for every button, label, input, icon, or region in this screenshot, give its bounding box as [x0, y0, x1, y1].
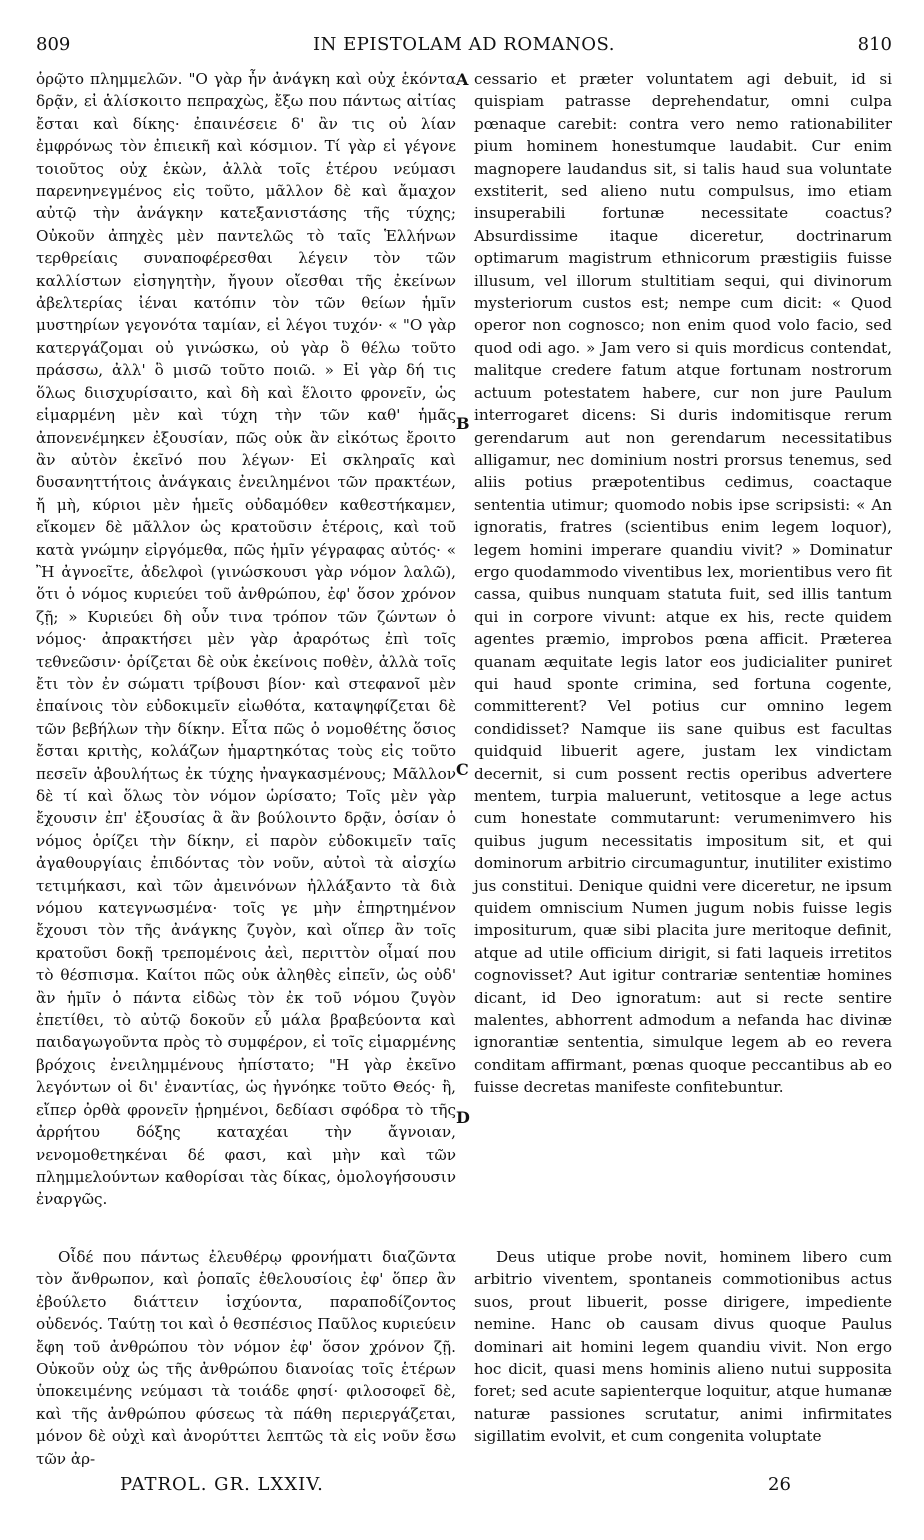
margin-marker-a: A	[456, 70, 469, 89]
greek-column-second-section	[36, 1246, 456, 1470]
greek-column	[36, 68, 456, 1211]
latin-paragraph: cessario et præter voluntatem agi debuit, id si quispiam patrasse deprehendatur, omni culpa pœnaque carebit: contra vero nemo rationabiliter pium hominem honestumque laudabit. Cur enim magnopere laudandus sit, si talis haud sua voluntate exstiterit, sed alieno nutu compulsus, imo etiam insuperabili fortunæ necessitate coactus? Absurdissime itaque diceretur, doctrinarum optimarum magistrum ethnicorum præstigiis fuisse illusum, vel illorum stultitiam sequi, qui divinorum mysteriorum custos est; nempe cum dicit: « Quod operor non cognosco; non enim quod volo facio, sed quod odi ago. » Jam vero si quis mordicus contendat, malitque credere fatum atque fortunam nostrorum actuum potestatem habere, cur non jure Paulum interrogaret dicens: Si duris indomitisque rerum gerendarum aut non gerendarum necessitatibus alligamur, nec dominium nostri prorsus tenemus, sed aliis potius præpotentibus cedimus, coactaque sententia utimur; quomodo nobis ipse scripsisti: « An ignoratis, fratres (scientibus enim legem loquor), legem homini imperare quandiu vivit? » Dominatur ergo quodammodo viventibus lex, morientibus vero fit cassa, quibus nunquam statuta fuit, sed illis tantum qui in corpore vivunt: atque ex his, recte quidem agentes præmio, improbos pœna afficit. Præterea quanam æquitate legis lator eos judicialiter puniret qui haud sponte crimina, sed fortuna cogente, committerent? Vel potius cur omnino legem condidisset? Namque iis sane quibus est facultas quidquid libuerit agere, justam lex vindictam decernit, si cum possent rectis operibus advertere mentem, turpia maluerunt, vetitosque a lege actus cum honestate commutarunt: verumenimvero his quibus jugum necessitatis impositum sit, et qui dominorum arbitrio circumaguntur, inutiliter existimo jus constitui. Denique quidni vere diceretur, ne ipsum quidem omniscium Numen jugum nobis fuisse legis impositurum, quæ sibi placita jure meritoque definit, atque ad utile officium dirigit, si fati laqueis irretitos cognovisset? Aut igitur contrariæ sententiæ homines dicant, id Deo ignoratum: aut si recte sentire malentes, abhorrent admodum a nefanda hac divinæ ignorantiæ sententia, simulque legem ab eo revera conditam affirmant, pœnas quoque peccantibus ab eo fuisse decretas manifeste confitebuntur.	[474, 70, 892, 1097]
latin-column	[474, 68, 892, 1099]
left-page-number: 809	[36, 34, 71, 55]
greek-paragraph: ὁρῷτο πλημμελῶν. "Ο γὰρ ἦν ἀνάγκη καὶ οὐχ ἑκόντα δρᾷν, εἰ ἁλίσκοιτο πεπραχὼς, ἔξω που πάντως αἰτίας ἔσται καὶ δίκης· ἐπαινέσειε δ' ἂν τις οὐ λίαν ἐμφρόνως τὸν ἐπιεικῆ καὶ κόσμιον. Τί γὰρ εἰ γέγονε τοιοῦτος οὐχ ἑκὼν, ἀλλὰ τοῖς ἑτέρου νεύμασι παρενηνεγμένος εἰς τοῦτο, μᾶλλον δὲ καὶ ἄμαχον αὐτῷ τὴν ἀνάγκην κατεξανιστάσης τῆς τύχης; Οὐκοῦν ἀπηχὲς μὲν παντελῶς τὸ ταῖς Ἑλλήνων τερθρείαις συναποφέρεσθαι λέγειν τὸν τῶν καλλίστων εἰσηγητὴν, ἤγουν οἴεσθαι τῆς ἐκείνων ἀβελτερίας ἰέναι κατόπιν τὸν τῶν θείων ἡμῖν μυστηρίων γεγονότα ταμίαν, εἰ λέγοι τυχόν· « "Ο γὰρ κατεργάζομαι οὐ γινώσκω, οὐ γὰρ ὃ θέλω τοῦτο πράσσω, ἀλλ' ὃ μισῶ τοῦτο ποιῶ. » Εἰ γὰρ δή τις ὅλως διισχυρίσαιτο, καὶ δὴ καὶ ἕλοιτο φρονεῖν, ὡς εἱμαρμένη μὲν καὶ τύχη τὴν τῶν καθ' ἡμᾶς ἀπονενέμηκεν ἐξουσίαν, πῶς οὐκ ἂν εἰκότως ἔροιτο ἂν αὐτὸν ἐκεῖνό που λέγων· Εἰ σκληραῖς καὶ δυσανηττήτοις ἀνάγκαις ἐνειλημένοι τῶν πρακτέων, ἤ μὴ, κύριοι μὲν ἡμεῖς οὐδαμόθεν καθεστήκαμεν, εἴκομεν δὲ μᾶλλον ὡς κρατοῦσιν ἑτέροις, καὶ τοῦ κατὰ γνώμην εἰργόμεθα, πῶς ἡμῖν γέγραφας αὐτός· « Ἢ ἀγνοεῖτε, ἀδελφοὶ (γινώσκουσι γὰρ νόμον λαλῶ), ὅτι ὁ νόμος κυριεύει τοῦ ἀνθρώπου, ἐφ' ὅσον χρόνον ζῇ; » Κυριεύει δὴ οὖν τινα τρόπον τῶν ζώντων ὁ νόμος· ἀπρακτήσει μὲν γὰρ ἀραρότως ἐπὶ τοῖς τεθνεῶσιν· ὁρίζεται δὲ οὐκ ἐκείνοις ποθὲν, ἀλλὰ τοῖς ἔτι τὸν ἐν σώματι τρίβουσι βίον· καὶ στεφανοῖ μὲν ἐπαίνοις τὸν εὐδοκιμεῖν εἰωθότα, καταψηφίζεται δὲ τῶν βεβήλων τὴν δίκην. Εἶτα πῶς ὁ νομοθέτης ὅσιος ἔσται κριτὴς, κολάζων ἡμαρτηκότας τοὺς εἰς τοῦτο πεσεῖν ἀβουλήτως ἐκ τύχης ἠναγκασμένους; Μᾶλλον δὲ τί καὶ ὅλως τὸν νόμον ὡρίσατο; Τοῖς μὲν γὰρ ἔχουσιν ἐπ' ἐξουσίας ἃ ἂν βούλοιντο δρᾷν, ὁσίαν ὁ νόμος ὁρίζει τὴν δίκην, εἰ παρὸν εὐδοκιμεῖν ταῖς ἀγαθουργίαις ἐπιδόντας τὸν νοῦν, αὐτοὶ τὰ αἰσχίω τετιμήκασι, καὶ τῶν ἀμεινόνων ἠλλάξαντο τὰ διὰ νόμου κατεγνωσμένα· τοῖς γε μὴν ἐπηρτημένον ἔχουσι τὸν τῆς ἀνάγκης ζυγὸν, καὶ οἵπερ ἂν τοῖς κρατοῦσι δοκῇ τρεπομένοις ἀεὶ, περιττὸν οἶμαί που τὸ θέσπισμα. Καίτοι πῶς οὐκ ἀληθὲς εἰπεῖν, ὡς οὐδ' ἂν ἡμῖν ὁ πάντα εἰδὼς τὸν ἐκ τοῦ νόμου ζυγὸν ἐπετίθει, τὸ αὐτῷ δοκοῦν εὖ μάλα βραβεύοντα καὶ παιδαγωγοῦντα πρὸς τὸ συμφέρον, εἰ τοῖς εἱμαρμένης βρόχοις ἐνειλημμένους ἠπίστατο; "Η γὰρ ἐκεῖνο λεγόντων οἱ δι' ἐναντίας, ὡς ἠγνόηκε τοῦτο Θεός· ἢ, εἴπερ ὀρθὰ φρονεῖν ᾑρημένοι, δεδίασι σφόδρα τὸ τῆς ἀρρήτου δόξης καταχέαι τὴν ἄγνοιαν, νενομοθετηκέναι δέ φασι, καὶ μὴν καὶ τῶν πλημμελούντων καθορίσαι τὰς δίκας, ὁμολογήσουσιν ἐναργῶς.	[36, 70, 456, 1209]
running-title: IN EPISTOLAM AD ROMANOS.	[313, 34, 615, 55]
greek-paragraph-second: Οἶδέ που πάντως ἐλευθέρῳ φρονήματι διαζῶντα τὸν ἄνθρωπον, καὶ ῥοπαῖς ἐθελουσίοις ἐφ' ὅπερ ἂν ἐβούλετο διάττειν ἰσχύοντα, παραποδίζοντος οὐδενός. Ταύτῃ τοι καὶ ὁ θεσπέσιος Παῦλος κυριεύειν ἔφη τοῦ ἀνθρώπου τὸν νόμον ἐφ' ὅσον χρόνον ζῇ. Οὐκοῦν οὐχ ὡς τῆς ἀνθρώπου διανοίας τοῖς ἑτέρων ὑποκειμένης νεύμασι τὰ τοιάδε φησί· φιλοσοφεῖ δὲ, καὶ τῆς ἀνθρώπου φύσεως τὰ πάθη περιεργάζεται, μόνον δὲ οὐχὶ καὶ ἀνορύττει λεπτῶς τὰ εἰς νοῦν ἔσω τῶν ἀρ-	[36, 1248, 456, 1468]
footer-signature: PATROL. GR. LXXIV.	[120, 1474, 324, 1495]
footer-sheet-number: 26	[768, 1474, 791, 1495]
right-page-number: 810	[857, 34, 892, 55]
latin-paragraph-second: Deus utique probe novit, hominem libero cum arbitrio viventem, spontaneis commotionibus actus suos, prout libuerit, posse dirigere, impediente nemine. Hanc ob causam divus quoque Paulus dominari ait homini legem quandiu vivit. Non ergo hoc dicit, quasi mens hominis alieno nutui supposita foret; sed acute sapienterque loquitur, atque humanæ naturæ passiones scrutatur, animi infirmitates sigillatim evolvit, et cum congenita voluptate	[474, 1248, 892, 1446]
margin-marker-b: B	[456, 414, 470, 433]
margin-marker-d: D	[456, 1108, 470, 1127]
page-header	[36, 34, 892, 60]
latin-column-second-section	[474, 1246, 892, 1448]
margin-marker-c: C	[456, 760, 469, 779]
